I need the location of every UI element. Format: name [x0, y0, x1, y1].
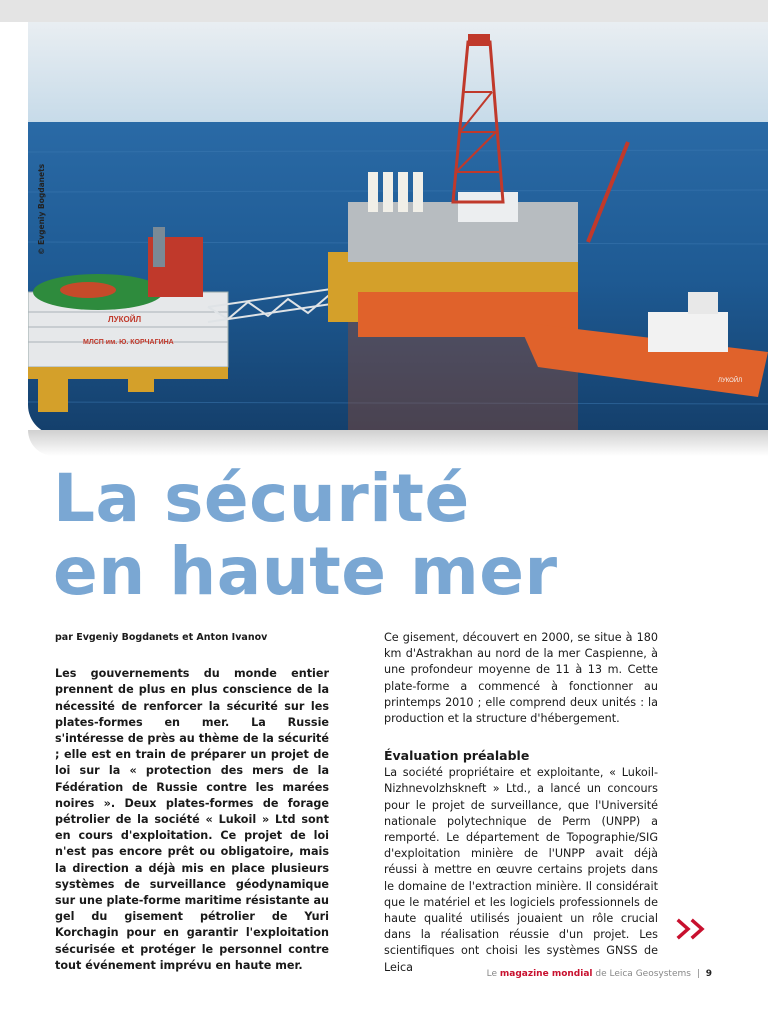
body-paragraph-1: Ce gisement, découvert en 2000, se situe à 180 km d'Astrakhan au nord de la mer Caspienne, à une profondeur moyenne de 11 à 13 m. Cette plate-forme a commencé à fonctionner au printemps 2010 ; elle comprend deux unités : la production et la structure d'hébergement. [384, 631, 658, 726]
page-footer [487, 969, 712, 979]
ship-name: ЛУКОЙЛ [718, 378, 743, 384]
title-line-1: La sécurité [53, 460, 470, 537]
platform-sign-2: МЛСП им. Ю. КОРЧАГИНА [83, 339, 174, 346]
footer-suffix: de Leica Geosystems [595, 969, 691, 979]
left-column [55, 630, 329, 974]
footer-magazine: magazine mondial [499, 969, 593, 979]
double-chevron-right-icon[interactable] [676, 918, 710, 940]
intro-paragraph: Les gouvernements du monde entier prennent de plus en plus conscience de la nécessité de renforcer la sécurité sur les plates-formes en mer. La Russie s'intéresse de près au thème de la sécurité ; elle est en train de préparer un projet de loi sur la « protection des mers de la Fédération de Russie contre les marées noires ». Deux plates-formes de forage pétrolier de la société « Lukoil » Ltd sont en cours d'exploitation. Ce projet de loi n'est pas encore prêt ou obligatoire, mais la direction a déjà mis en place plusieurs systèmes de surveillance géodynamique sur une plate-forme maritime résistante au gel du gisement pétrolier de Yuri Korchagin pour en garantir l'exploitation sécurisée et protéger le personnel contre tout événement imprévu en haute mer. [55, 667, 329, 972]
photo-credit: © Evgeniy Bogdanets [37, 163, 46, 255]
offshore-platform-photo [28, 22, 768, 435]
photo-shadow [28, 430, 768, 456]
body-paragraph-2: La société propriétaire et exploitante, « Lukoil-Nizhnevolzhskneft » Ltd., a lancé un concours pour le projet de surveillance, que l'Université nationale polytechnique de Perm (UNPP) a remporté. Le département de Topographie/SIG d'exploitation minière de l'UNPP avait déjà réussi à mettre en œuvre certains projets dans le domaine de l'extraction minière. Il considérait que le matériel et les logiciels professionnels de haute qualité utilisés jouaient un rôle crucial dans la réalisation réussie d'un projet. Les scientifiques ont choisi les systèmes GNSS de Leica [384, 766, 658, 974]
page-number: 9 [705, 969, 712, 979]
platform-sign-1: ЛУКОЙЛ [108, 315, 142, 324]
right-column [384, 630, 658, 976]
byline: par Evgeniy Bogdanets et Anton Ivanov [55, 632, 268, 643]
title-line-2: en haute mer [53, 533, 558, 610]
top-bar [0, 0, 768, 22]
article-title [53, 462, 558, 608]
footer-separator: | [696, 969, 700, 979]
subheading: Évaluation préalable [384, 748, 530, 764]
platform-illustration [28, 22, 768, 435]
footer-prefix: Le [486, 969, 498, 979]
